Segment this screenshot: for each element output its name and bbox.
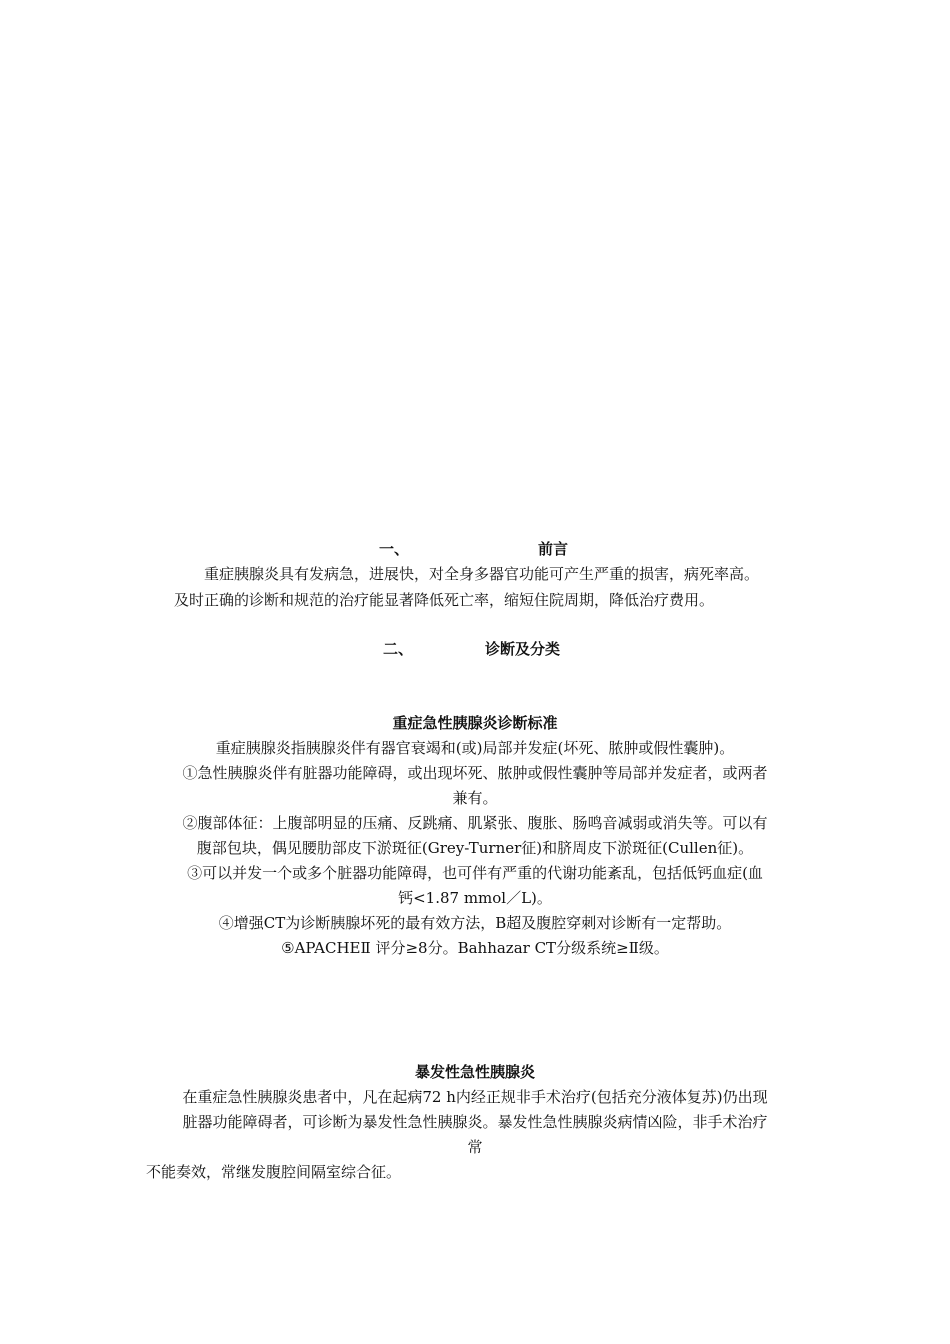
criteria-item1-line2: 兼有。 [452, 789, 498, 807]
section2-number: 二、 [383, 640, 414, 658]
section2-title: 诊断及分类 [485, 640, 561, 658]
section1-paragraph-line2: 及时正确的诊断和规范的治疗能显著降低死亡率，缩短住院周期，降低治疗费用。 [174, 591, 715, 609]
criteria-title: 重症急性胰腺炎诊断标准 [392, 714, 558, 732]
fulminant-line1: 在重症急性胰腺炎患者中，凡在起病72 h内经正规非手术治疗(包括充分液体复苏)仍出现 [182, 1088, 768, 1106]
criteria-intro: 重症胰腺炎指胰腺炎伴有器官衰竭和(或)局部并发症(坏死、脓肿或假性囊肿)。 [215, 739, 735, 757]
fulminant-line2: 脏器功能障碍者，可诊断为暴发性急性胰腺炎。暴发性急性胰腺炎病情凶险，非手术治疗 [182, 1113, 768, 1131]
criteria-item2-line1: ②腹部体征：上腹部明显的压痛、反跳痛、肌紧张、腹胀、肠鸣音减弱或消失等。可以有 [182, 814, 768, 832]
criteria-item2-line2: 腹部包块，偶见腰肋部皮下淤斑征(Grey-Turner征)和脐周皮下淤斑征(Cullen征)。 [196, 839, 754, 857]
criteria-item3-line2: 钙<1.87 mmol／L)。 [398, 889, 552, 907]
criteria-item3-line1: ③可以并发一个或多个脏器功能障碍，也可伴有严重的代谢功能紊乱，包括低钙血症(血 [187, 864, 763, 882]
fulminant-line3: 常 [467, 1138, 483, 1156]
criteria-item4: ④增强CT为诊断胰腺坏死的最有效方法，B超及腹腔穿刺对诊断有一定帮助。 [218, 914, 732, 932]
section1-paragraph-line1: 重症胰腺炎具有发病急，进展快，对全身多器官功能可产生严重的损害，病死率高。 [204, 565, 760, 583]
section1-number: 一、 [379, 540, 410, 558]
criteria-item1-line1: ①急性胰腺炎伴有脏器功能障碍，或出现坏死、脓肿或假性囊肿等局部并发症者，或两者 [182, 764, 768, 782]
fulminant-title: 暴发性急性胰腺炎 [414, 1063, 535, 1081]
fulminant-line4: 不能奏效，常继发腹腔间隔室综合征。 [146, 1163, 402, 1181]
section1-title: 前言 [538, 540, 569, 558]
criteria-item5: ⑤APACHEⅡ 评分≥8分。Bahhazar CT分级系统≥Ⅱ级。 [281, 939, 669, 957]
